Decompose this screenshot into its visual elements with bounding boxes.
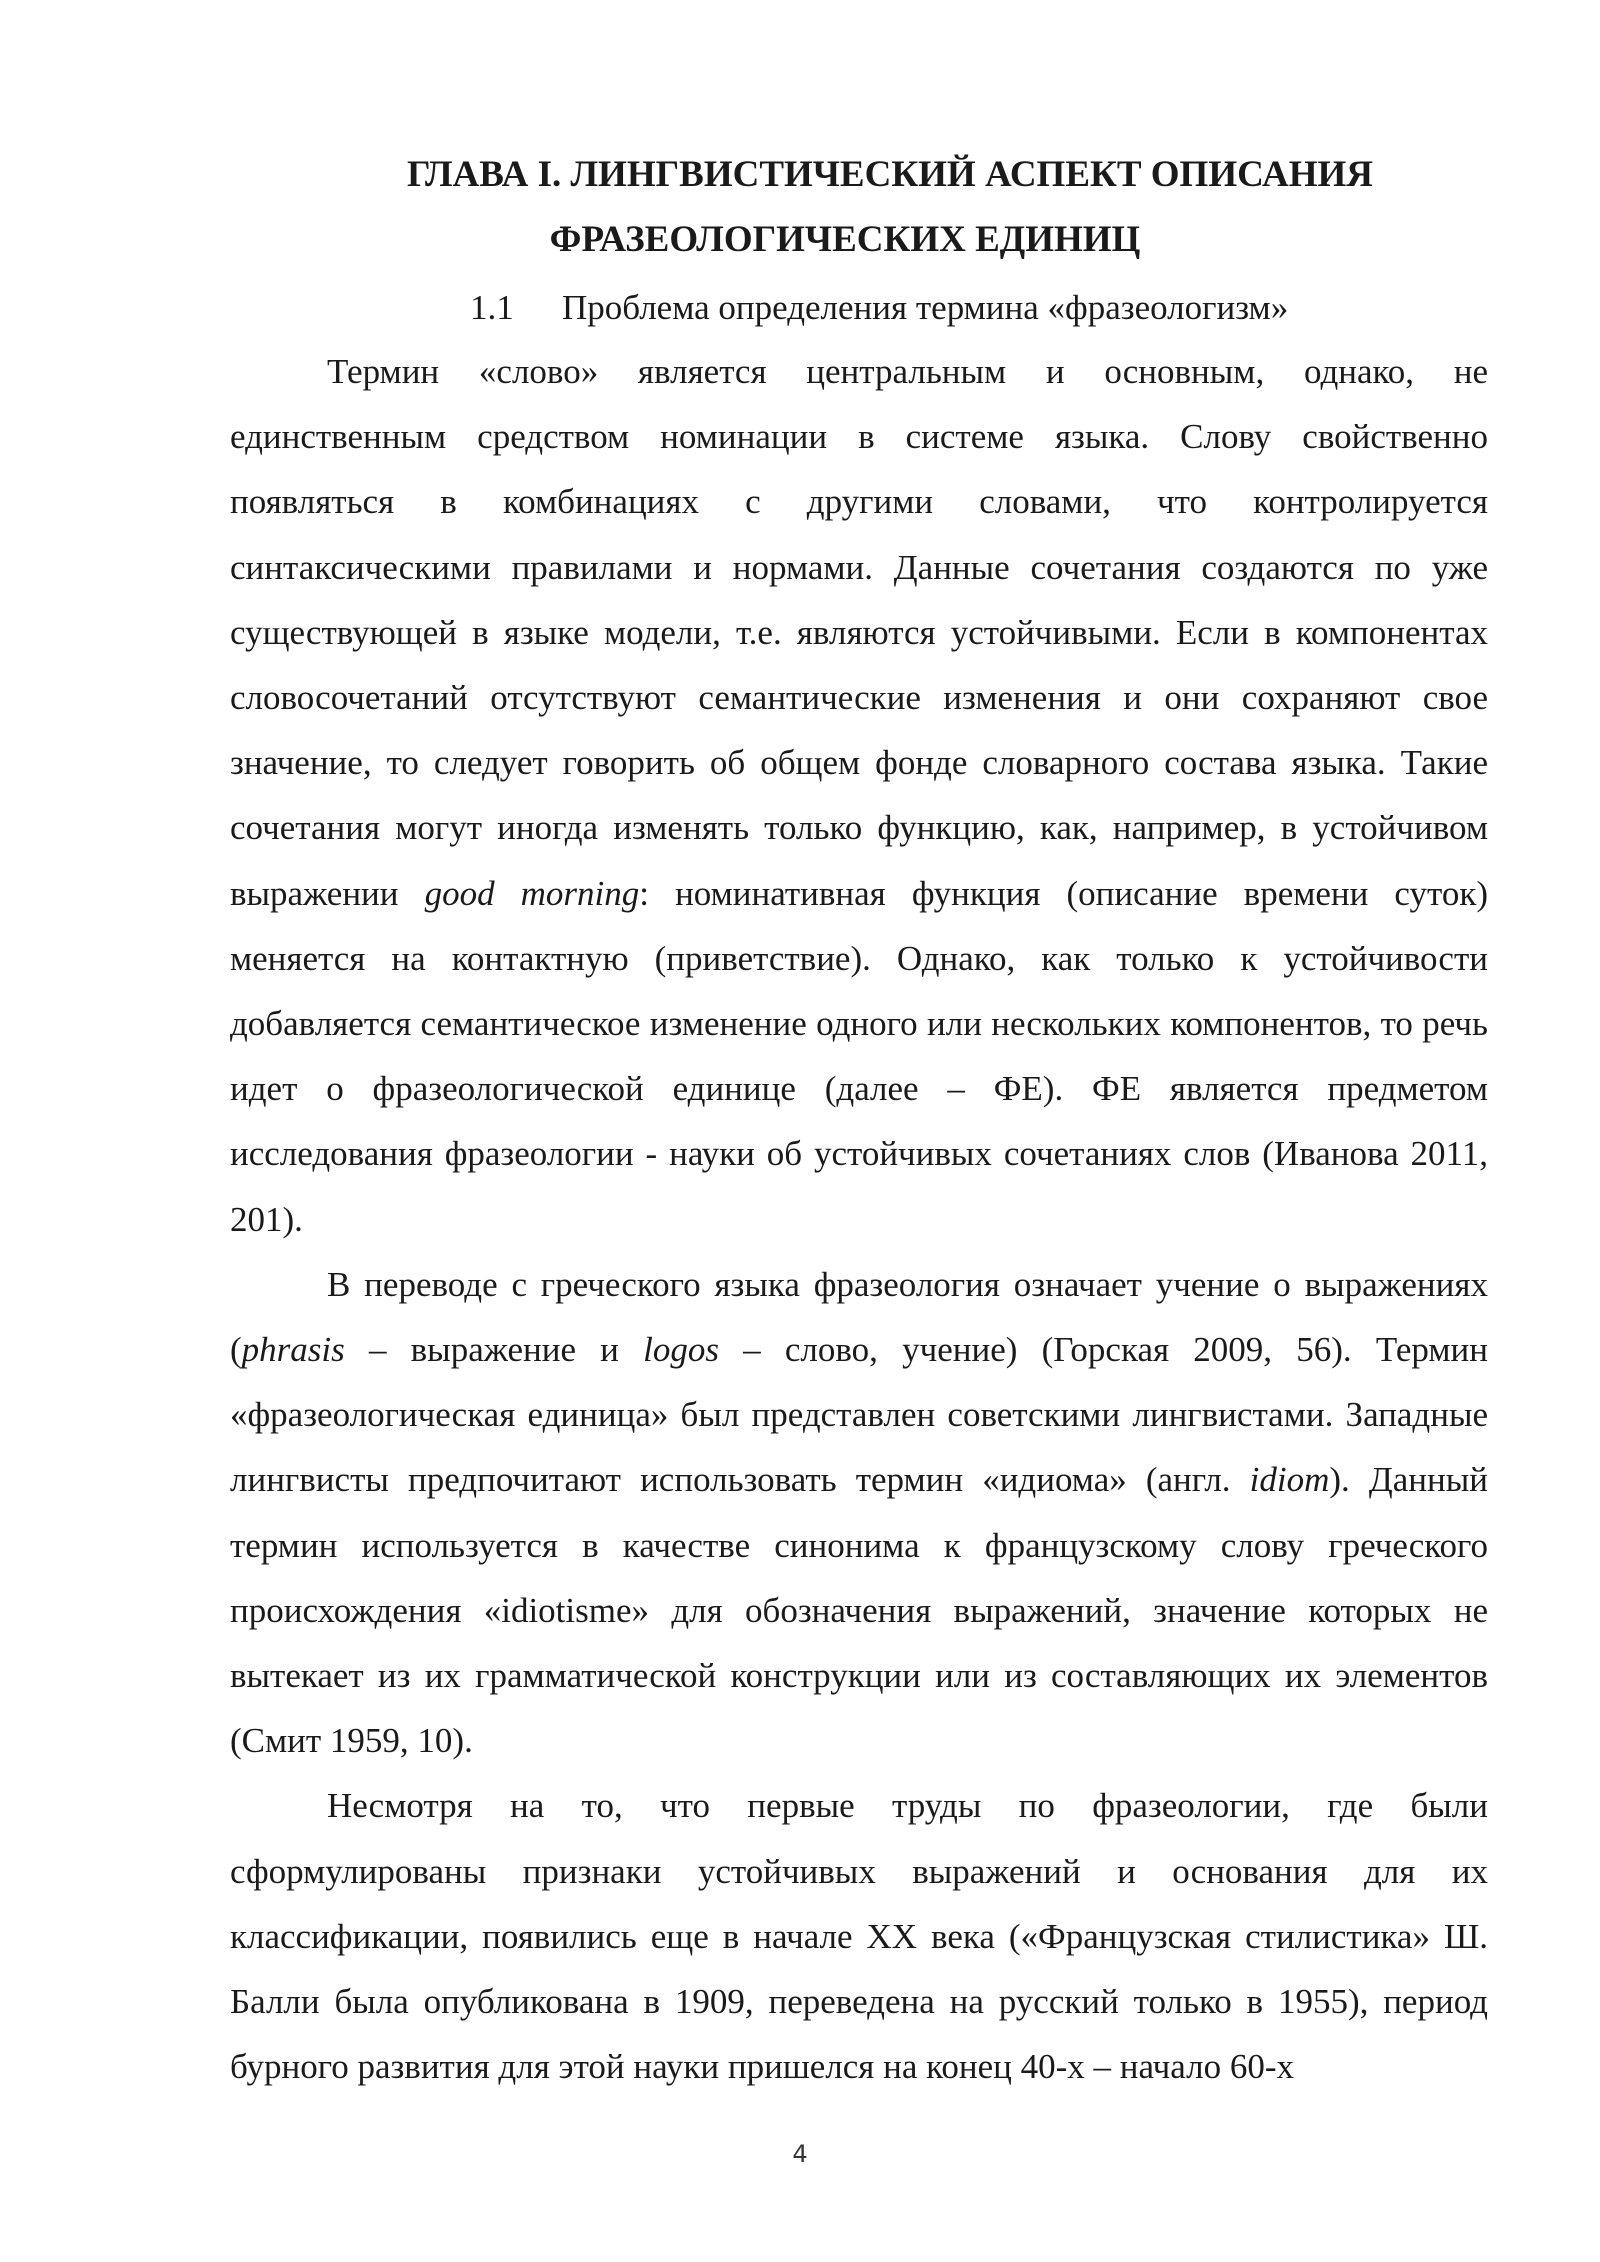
paragraph-3: [230, 1773, 1488, 2099]
paragraph-2-italic-term-3: idiom: [1249, 1460, 1330, 1500]
paragraph-3-text-a: Несмотря на то, что первые труды по фразеологии, где были сформулированы признаки устойчивых выражений и основания для их классификации, появились еще в начале XX века («Французская стилистика» Ш. Балли была опубликована в 1909, переведена на русский только в 1955), период бурного развития для этой науки пришелся на конец 40-х – начало 60-х: [230, 1786, 1488, 2087]
paragraph-2-text-c: – слово, учение) (Горская 2009, 56). Термин «фразеологическая единица» был представлен советскими лингвистами. Западные лингвисты предпочитают использовать термин «идиома» (англ.: [230, 1330, 1488, 1500]
paragraph-2-text-a: В переводе с греческого языка фразеология означает учение о выражениях (: [230, 1264, 1488, 1370]
section-number: 1.1: [470, 288, 514, 327]
paragraph-2-italic-term-1: phrasis: [241, 1330, 345, 1370]
paragraph-1-text-b: : номинативная функция (описание времени суток) меняется на контактную (приветствие). Однако, как только к устойчивости добавляется семантическое изменение одного или нескольких компонентов, то речь идет о фразеологической единице (далее – ФЕ). ФЕ является предметом исследования фразеологии - науки об устойчивых сочетаниях слов (Иванова 2011, 201).: [230, 873, 1488, 1239]
paragraph-2-text-d: ). Данный термин используется в качестве синонима к французскому слову греческого происхождения «idiotisme» для обозначения выражений, значение которых не вытекает из их грамматической конструкции или из составляющих их элементов (Смит 1959, 10).: [230, 1460, 1488, 1761]
paragraph-2-text-b: – выражение и: [344, 1330, 644, 1370]
paragraph-2: [230, 1252, 1488, 1774]
paragraph-1: [230, 339, 1488, 1252]
section-heading: [470, 275, 1288, 340]
body-text: [230, 339, 1488, 2099]
paragraph-2-italic-term-2: logos: [643, 1330, 719, 1370]
paragraph-1-italic-term: good morning: [424, 873, 640, 913]
chapter-title-line-2: ФРАЗЕОЛОГИЧЕСКИХ ЕДИНИЦ: [549, 219, 1141, 260]
section-title-text: Проблема определения термина «фразеологизм»: [562, 288, 1289, 327]
chapter-title-line-1: ГЛАВА I. ЛИНГВИСТИЧЕСКИЙ АСПЕКТ ОПИСАНИЯ: [407, 154, 1373, 195]
page-number: 4: [792, 2140, 808, 2168]
paragraph-1-text-a: Термин «слово» является центральным и основным, однако, не единственным средством номинации в системе языка. Слову свойственно появляться в комбинациях с другими словами, что контролируется синтаксическими правилами и нормами. Данные сочетания создаются по уже существующей в языке модели, т.е. являются устойчивыми. Если в компонентах словосочетаний отсутствуют семантические изменения и они сохраняют свое значение, то следует говорить об общем фонде словарного состава языка. Такие сочетания могут иногда изменять только функцию, как, например, в устойчивом выражении: [230, 352, 1488, 913]
